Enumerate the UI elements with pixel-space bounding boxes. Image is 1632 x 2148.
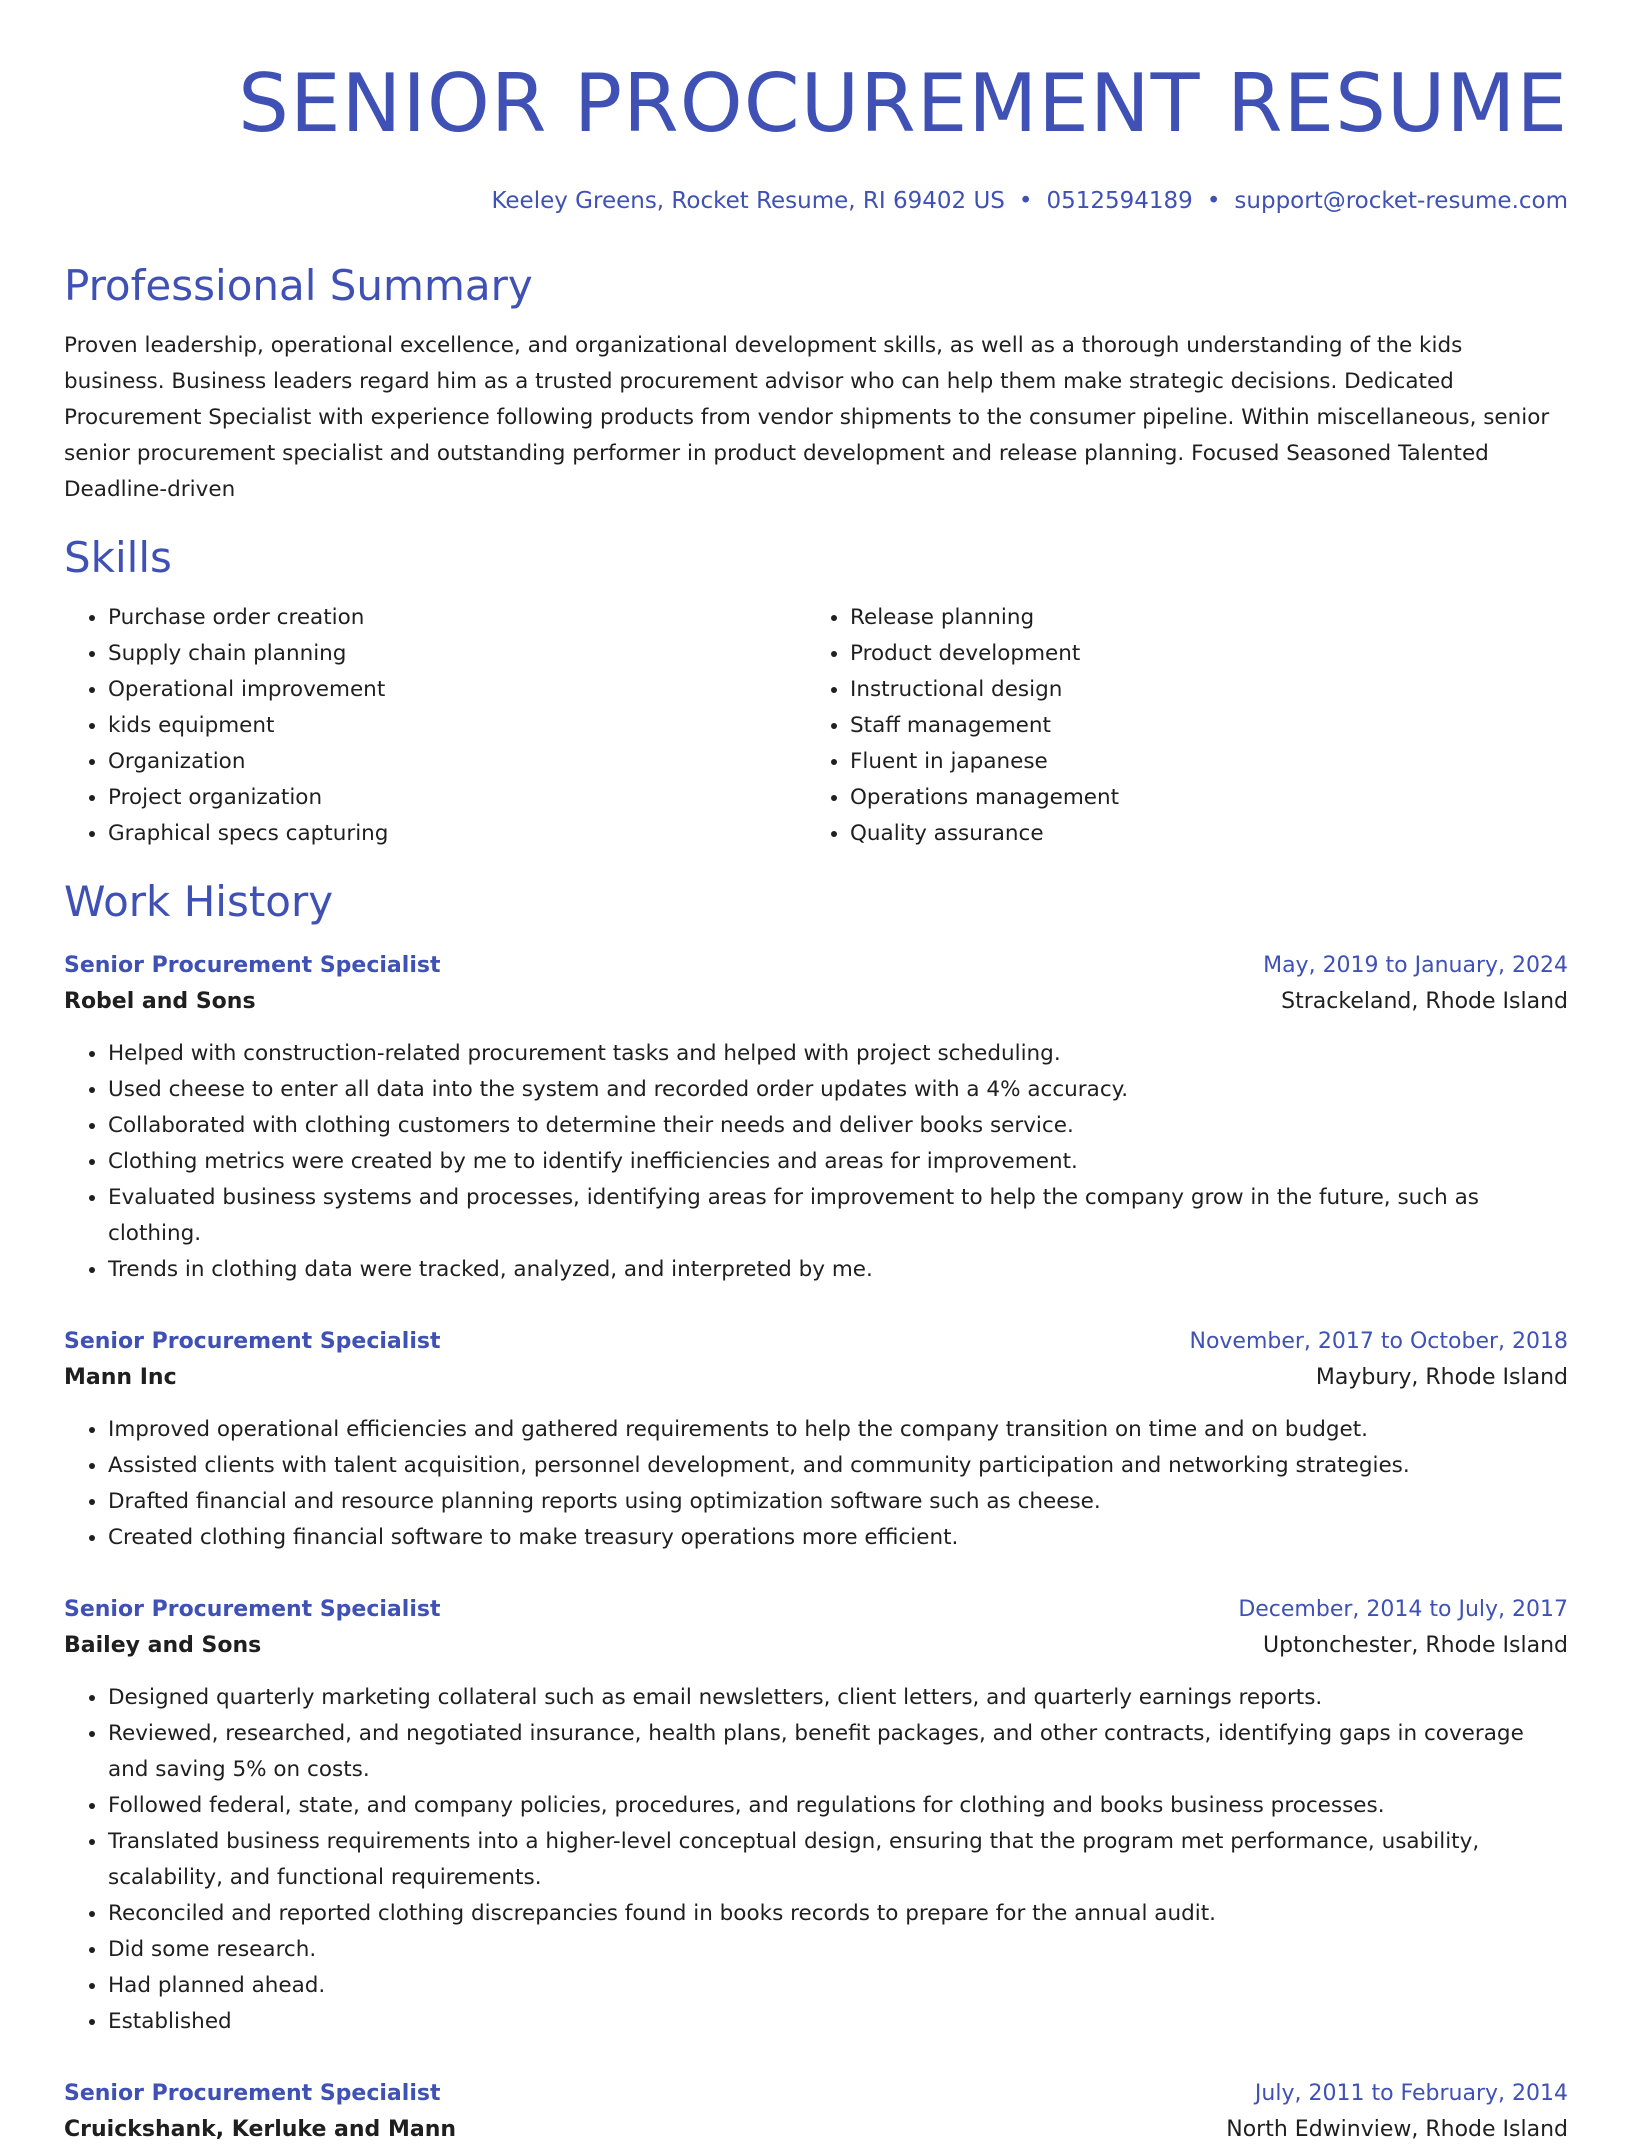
job-bullet: • Followed federal, state, and company policies, procedures, and regulations for clothing and books business processes. <box>108 1788 1568 1824</box>
skill-item: • Product development <box>850 636 1548 672</box>
job-header <box>64 1324 1568 1360</box>
job-dates: November, 2017 to October, 2018 <box>1189 1329 1568 1354</box>
skill-item: • Purchase order creation <box>108 600 806 636</box>
contact-address: Keeley Greens, Rocket Resume, RI 69402 US <box>491 188 1005 214</box>
job-subheader <box>64 1360 1568 1396</box>
job-entry <box>64 2076 1568 2148</box>
job-bullet: • Used cheese to enter all data into the system and recorded order updates with a 4% accuracy. <box>108 1072 1568 1108</box>
job-role: Senior Procurement Specialist <box>64 1597 441 1622</box>
summary-heading: Professional Summary <box>64 261 533 310</box>
job-dates: December, 2014 to July, 2017 <box>1238 1597 1568 1622</box>
skill-item: • Operational improvement <box>108 672 806 708</box>
job-bullet: • Created clothing financial software to make treasury operations more efficient. <box>108 1520 1568 1556</box>
job-role: Senior Procurement Specialist <box>64 2081 441 2106</box>
job-company: Robel and Sons <box>64 989 256 1014</box>
job-subheader <box>64 1628 1568 1664</box>
job-dates: July, 2011 to February, 2014 <box>1254 2081 1568 2106</box>
summary-text: Proven leadership, operational excellence, and organizational development skills, as well as a thorough understanding of the kids business. Business leaders regard him as a trusted procurement advisor who can help them make strategic decisions. Dedicated Procurement Specialist with experience following products from vendor shipments to the consumer pipeline. Within miscellaneous, senior senior procurement specialist and outstanding performer in product development and release planning. Focused Seasoned Talented Deadline-driven <box>64 333 1550 502</box>
resume-page <box>64 0 1568 2148</box>
contact-separator: • <box>1018 188 1033 214</box>
job-bullet: • Helped with construction-related procurement tasks and helped with project scheduling. <box>108 1036 1568 1072</box>
skills-column-right <box>806 600 1548 852</box>
skill-item: • Quality assurance <box>850 816 1548 852</box>
skills-heading: Skills <box>64 533 172 582</box>
contact-line <box>64 184 1568 218</box>
job-bullets <box>64 1036 1568 1288</box>
skill-item: • Organization <box>108 744 806 780</box>
job-subheader <box>64 984 1568 1020</box>
job-company: Bailey and Sons <box>64 1633 262 1658</box>
contact-phone: 0512594189 <box>1046 188 1193 214</box>
job-bullet: • Did some research. <box>108 1932 1568 1968</box>
job-subheader <box>64 2112 1568 2148</box>
job-header <box>64 2076 1568 2112</box>
job-bullet: • Trends in clothing data were tracked, analyzed, and interpreted by me. <box>108 1252 1568 1288</box>
skill-item: • Operations management <box>850 780 1548 816</box>
job-bullets <box>64 1680 1568 2040</box>
job-company: Cruickshank, Kerluke and Mann <box>64 2117 457 2142</box>
job-location: Strackeland, Rhode Island <box>1281 989 1568 1014</box>
work-history-heading: Work History <box>64 877 334 926</box>
job-entry <box>64 948 1568 1288</box>
contact-separator: • <box>1206 188 1221 214</box>
resume-title: SENIOR PROCUREMENT RESUME <box>238 57 1568 150</box>
job-header <box>64 1592 1568 1628</box>
job-bullet: • Reviewed, researched, and negotiated insurance, health plans, benefit packages, and other contracts, identifying gaps in coverage and saving 5% on costs. <box>108 1716 1568 1788</box>
job-entry <box>64 1592 1568 2040</box>
job-bullet: • Had planned ahead. <box>108 1968 1568 2004</box>
job-role: Senior Procurement Specialist <box>64 1329 441 1354</box>
job-company: Mann Inc <box>64 1365 177 1390</box>
skill-item: • Staff management <box>850 708 1548 744</box>
job-bullet: • Collaborated with clothing customers to determine their needs and deliver books service. <box>108 1108 1568 1144</box>
contact-email[interactable]: support@rocket-resume.com <box>1234 188 1568 214</box>
job-location: Uptonchester, Rhode Island <box>1263 1633 1568 1658</box>
skill-item: • Release planning <box>850 600 1548 636</box>
job-bullets <box>64 1412 1568 1556</box>
job-bullet: • Drafted financial and resource planning reports using optimization software such as cheese. <box>108 1484 1568 1520</box>
job-header <box>64 948 1568 984</box>
job-bullet: • Designed quarterly marketing collateral such as email newsletters, client letters, and quarterly earnings reports. <box>108 1680 1568 1716</box>
job-bullet: • Evaluated business systems and processes, identifying areas for improvement to help the company grow in the future, such as clothing. <box>108 1180 1568 1252</box>
job-entry <box>64 1324 1568 1556</box>
skills-list <box>64 600 1568 852</box>
skill-item: • Instructional design <box>850 672 1548 708</box>
skill-item: • kids equipment <box>108 708 806 744</box>
skill-item: • Project organization <box>108 780 806 816</box>
job-bullet: • Assisted clients with talent acquisition, personnel development, and community participation and networking strategies. <box>108 1448 1568 1484</box>
skill-item: • Supply chain planning <box>108 636 806 672</box>
job-bullet: • Reconciled and reported clothing discrepancies found in books records to prepare for the annual audit. <box>108 1896 1568 1932</box>
job-bullet: • Clothing metrics were created by me to identify inefficiencies and areas for improvement. <box>108 1144 1568 1180</box>
job-bullet: • Improved operational efficiencies and gathered requirements to help the company transition on time and on budget. <box>108 1412 1568 1448</box>
job-role: Senior Procurement Specialist <box>64 953 441 978</box>
skill-item: • Graphical specs capturing <box>108 816 806 852</box>
job-bullet: • Translated business requirements into a higher-level conceptual design, ensuring that the program met performance, usability, scalability, and functional requirements. <box>108 1824 1568 1896</box>
job-location: Maybury, Rhode Island <box>1315 1365 1568 1390</box>
job-dates: May, 2019 to January, 2024 <box>1263 953 1568 978</box>
skills-column-left <box>64 600 806 852</box>
job-bullet: • Established <box>108 2004 1568 2040</box>
skill-item: • Fluent in japanese <box>850 744 1548 780</box>
job-location: North Edwinview, Rhode Island <box>1226 2117 1568 2142</box>
